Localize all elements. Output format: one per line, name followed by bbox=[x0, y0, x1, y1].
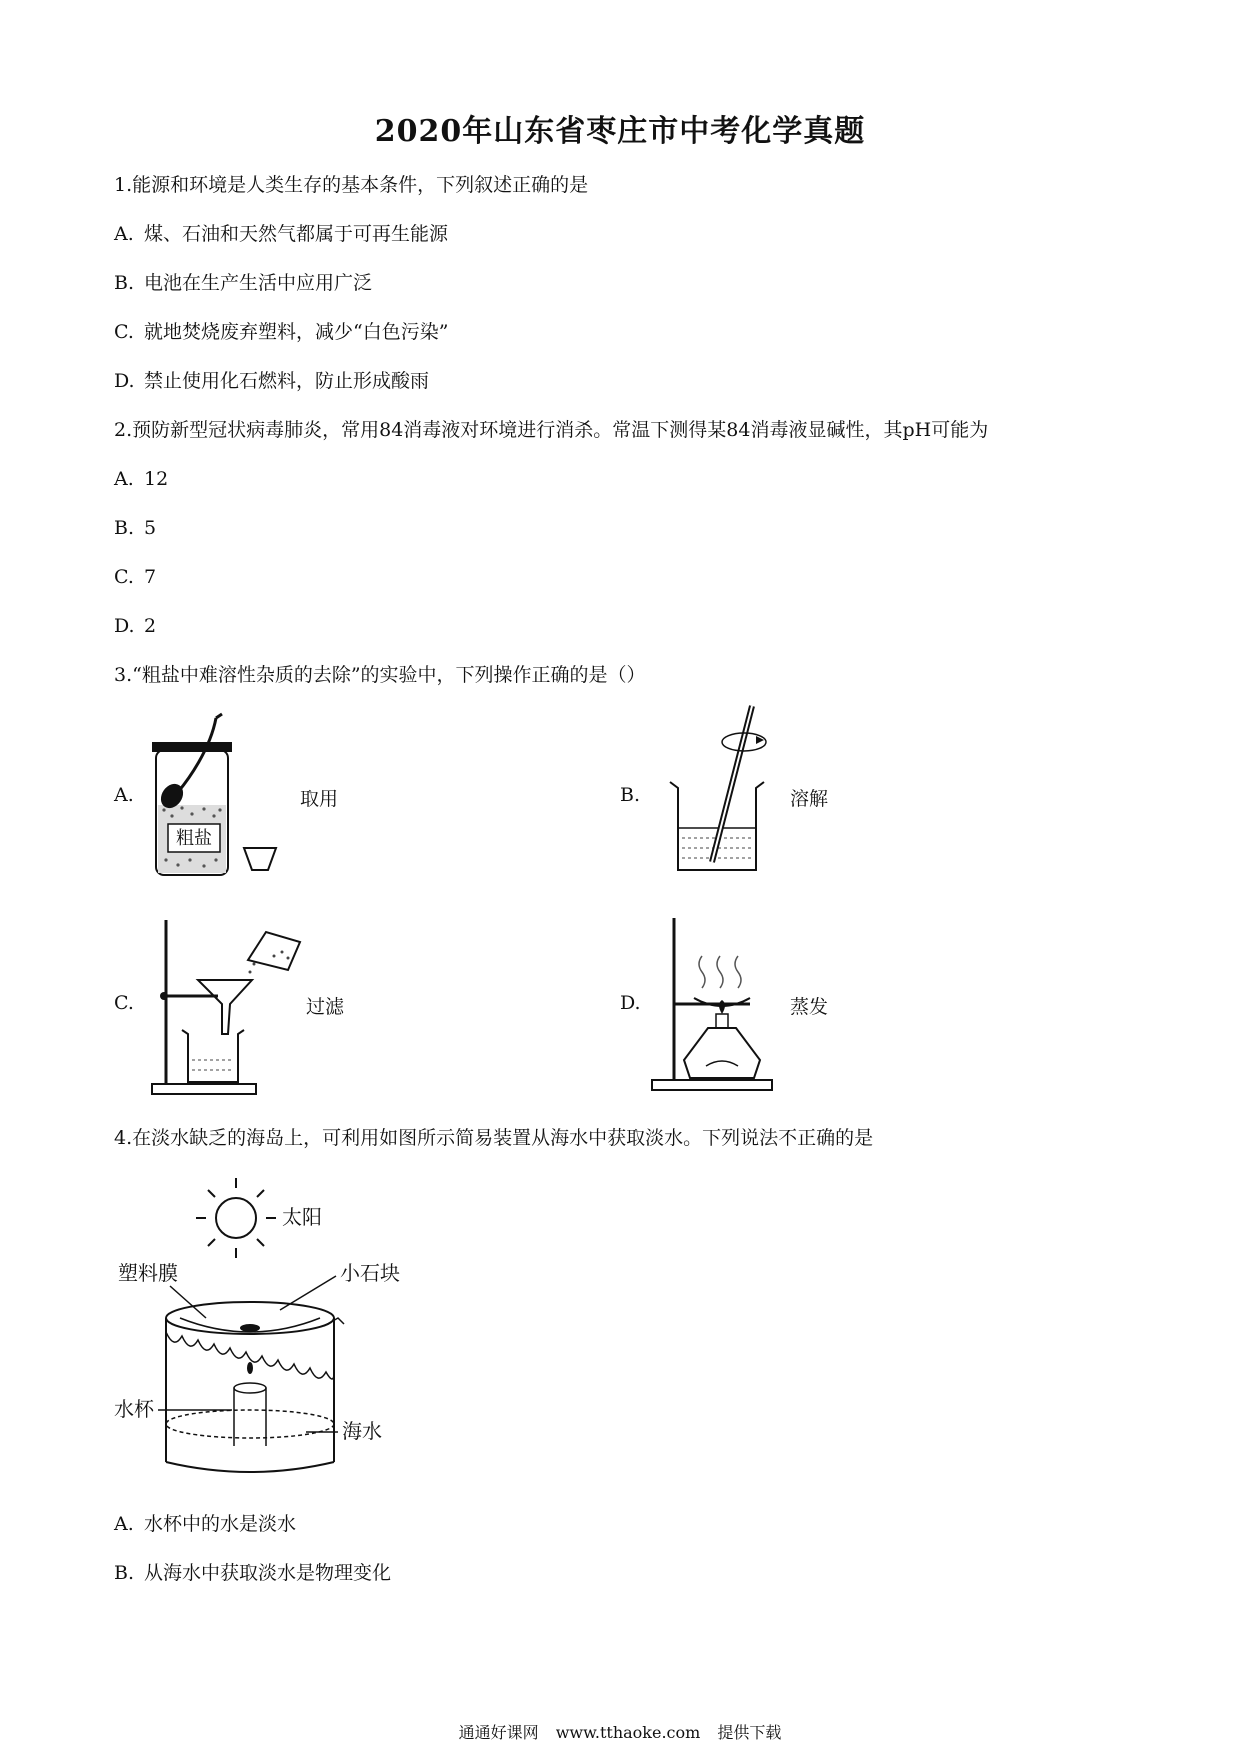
salt-bottle-figure bbox=[148, 710, 278, 880]
question-3-option-a-caption: 取用 bbox=[300, 788, 339, 810]
option-label: B. bbox=[114, 1562, 135, 1584]
bottle-label-text: 粗盐 bbox=[176, 828, 212, 849]
option-text: 电池在生产生活中应用广泛 bbox=[144, 272, 373, 294]
option-text: 就地焚烧废弃塑料，减少“白色污染” bbox=[144, 321, 449, 343]
solar-still-figure bbox=[110, 1176, 440, 1476]
option-label: A. bbox=[114, 468, 134, 490]
option-label: A. bbox=[114, 1513, 134, 1535]
question-3-option-b-label: B. bbox=[620, 784, 641, 806]
option-text: 5 bbox=[144, 517, 157, 539]
question-4-option-a bbox=[114, 1512, 296, 1536]
question-3-option-d-label: D. bbox=[620, 992, 641, 1014]
stone-label: 小石块 bbox=[340, 1261, 400, 1285]
question-3-option-b-caption: 溶解 bbox=[790, 788, 829, 810]
page-title: 2020年山东省枣庄市中考化学真题 bbox=[374, 114, 866, 149]
cup-label: 水杯 bbox=[114, 1397, 154, 1421]
question-2-option-d bbox=[114, 614, 156, 638]
option-label: B. bbox=[114, 517, 135, 539]
option-text: 12 bbox=[144, 468, 169, 490]
option-text: 从海水中获取淡水是物理变化 bbox=[144, 1562, 392, 1584]
question-3-option-d-caption: 蒸发 bbox=[790, 996, 829, 1018]
footer-site: 通通好课网 bbox=[458, 1723, 539, 1742]
footer-url[interactable]: www.tthaoke.com bbox=[555, 1723, 701, 1742]
question-3-option-c-caption: 过滤 bbox=[306, 996, 345, 1018]
question-1-option-d bbox=[114, 369, 429, 393]
question-2-stem: 2.预防新型冠状病毒肺炎，常用84消毒液对环境进行消杀。常温下测得某84消毒液显碱性，其pH可能为 bbox=[114, 419, 989, 441]
footer-note: 提供下载 bbox=[717, 1723, 782, 1742]
question-2-option-c bbox=[114, 565, 156, 589]
page-footer bbox=[0, 1720, 1240, 1743]
question-1-option-a bbox=[114, 222, 448, 246]
question-4-option-b bbox=[114, 1561, 391, 1585]
sun-icon bbox=[196, 1178, 276, 1258]
option-label: D. bbox=[114, 615, 135, 637]
question-2-option-a bbox=[114, 467, 168, 491]
option-text: 7 bbox=[144, 566, 157, 588]
option-text: 2 bbox=[144, 615, 157, 637]
option-label: A. bbox=[114, 223, 134, 245]
sun-label: 太阳 bbox=[282, 1205, 322, 1229]
question-4-stem: 4.在淡水缺乏的海岛上，可利用如图所示简易装置从海水中获取淡水。下列说法不正确的是 bbox=[114, 1127, 874, 1149]
option-label: C. bbox=[114, 566, 134, 588]
beaker-stirring-figure bbox=[660, 700, 780, 880]
film-label: 塑料膜 bbox=[118, 1261, 178, 1285]
option-label: B. bbox=[114, 272, 135, 294]
question-1-stem: 1.能源和环境是人类生存的基本条件，下列叙述正确的是 bbox=[114, 174, 589, 196]
question-2-option-b bbox=[114, 516, 156, 540]
option-text: 禁止使用化石燃料，防止形成酸雨 bbox=[144, 370, 430, 392]
question-3-option-c-label: C. bbox=[114, 992, 134, 1014]
evaporation-figure bbox=[650, 910, 780, 1100]
option-text: 水杯中的水是淡水 bbox=[144, 1513, 297, 1535]
question-3-option-a-label: A. bbox=[114, 784, 134, 806]
option-text: 煤、石油和天然气都属于可再生能源 bbox=[144, 223, 449, 245]
question-3-stem: 3.“粗盐中难溶性杂质的去除”的实验中，下列操作正确的是（） bbox=[114, 664, 646, 686]
option-label: D. bbox=[114, 370, 135, 392]
seawater-label: 海水 bbox=[342, 1419, 382, 1443]
question-1-option-b bbox=[114, 271, 372, 295]
question-1-option-c bbox=[114, 320, 448, 344]
filtration-figure bbox=[148, 900, 308, 1100]
option-label: C. bbox=[114, 321, 134, 343]
